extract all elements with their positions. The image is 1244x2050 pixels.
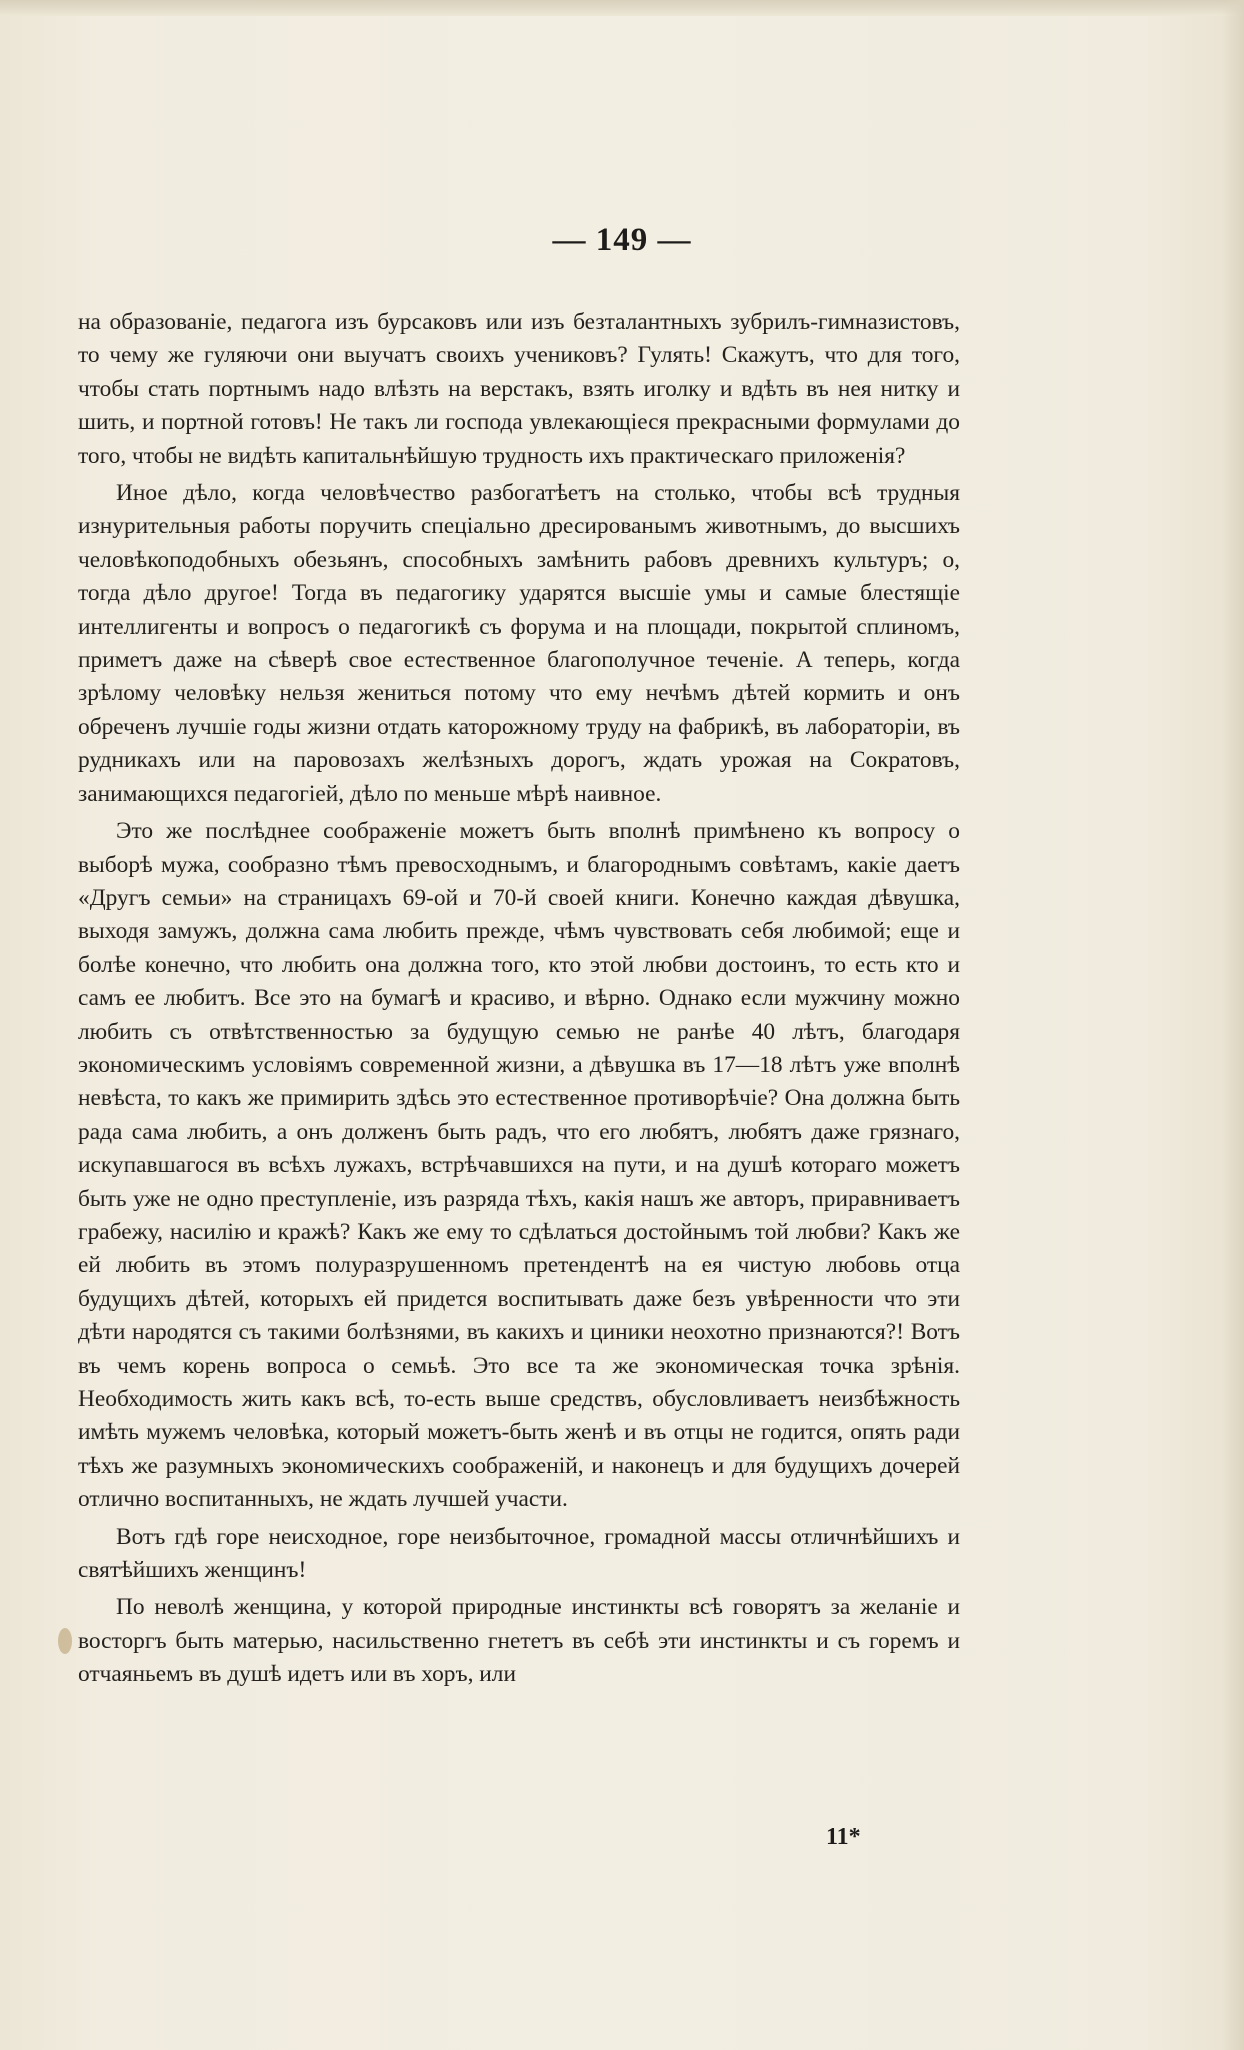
paragraph-4: Вотъ гдѣ горе неисходное, горе неизбыточное, громадной массы отличнѣйшихъ и святѣйшихъ женщинъ! (78, 1523, 960, 1584)
page-number: — 149 — (552, 222, 692, 258)
body-text (78, 306, 960, 1696)
ink-smudge (58, 1628, 72, 1654)
paragraph-1: на образованіе, педагога изъ бурсаковъ или изъ безталантныхъ зубрилъ-гимназистовъ, то чему же гуляючи они выучатъ своихъ учениковъ? Гулять! Скажутъ, что для того, чтобы стать портнымъ надо влѣзть на верстакъ, взять иголку и вдѣть въ нея нитку и шить, и портной готовъ! Не такъ ли господа увлекающіеся прекрасными формулами до того, чтобы не видѣть капитальнѣйшую трудность ихъ практическаго приложенія? (78, 309, 960, 469)
paragraph-3: Это же послѣднее соображеніе можетъ быть вполнѣ примѣнено къ вопросу о выборѣ мужа, сообразно тѣмъ превосходнымъ, и благороднымъ совѣтамъ, какіе даетъ «Другъ семьи» на страницахъ 69-ой и 70-й своей книги. Конечно каждая дѣвушка, выходя замужъ, должна сама любить прежде, чѣмъ чувствовать себя любимой; еще и болѣе конечно, что любить она должна того, кто этой любви достоинъ, то есть кто и самъ ее любитъ. Все это на бумагѣ и красиво, и вѣрно. Однако если мужчину можно любить съ отвѣтственностью за будущую семью не ранѣе 40 лѣтъ, благодаря экономическимъ условіямъ современной жизни, а дѣвушка въ 17—18 лѣтъ уже вполнѣ невѣста, то какъ же примирить здѣсь это естественное противорѣчіе? Она должна быть рада сама любить, а онъ долженъ быть радъ, что его любятъ, любятъ даже грязнаго, искупавшагося въ всѣхъ лужахъ, встрѣчавшихся на пути, и на душѣ котораго можетъ быть уже не одно преступленіе, изъ разряда тѣхъ, какія нашъ же авторъ, приравниваетъ грабежу, насилію и кражѣ? Какъ же ему то сдѣлаться достойнымъ той любви? Какъ же ей любить въ этомъ полуразрушенномъ претендентѣ на ея чистую любовь отца будущихъ дѣтей, которыхъ ей придется воспитывать даже безъ увѣренности что эти дѣти народятся съ такими болѣзнями, въ какихъ и циники неохотно признаются?! Вотъ въ чемъ корень вопроса о семьѣ. Это все та же экономическая точка зрѣнія. Необходимость жить какъ всѣ, то-есть выше средствъ, обусловливаетъ неизбѣжность имѣть мужемъ человѣка, который можетъ-быть женѣ и въ отцы не годится, опять ради тѣхъ же разумныхъ экономическихъ соображеній, и наконецъ и для будущихъ дочерей отлично воспитанныхъ, не ждать лучшей участи. (78, 818, 960, 1513)
printer-signature-mark: 11* (826, 1824, 861, 1850)
paragraph-5: По неволѣ женщина, у которой природные инстинкты всѣ говорятъ за желаніе и восторгъ быть матерью, насильственно гнететъ въ себѣ эти инстинкты и съ горемъ и отчаяньемъ въ душѣ идетъ или въ хоръ, или (78, 1594, 960, 1688)
paragraph-2: Иное дѣло, когда человѣчество разбогатѣетъ на столько, чтобы всѣ трудныя изнурительныя работы поручить спеціально дресированымъ животнымъ, до высшихъ человѣкоподобныхъ обезьянъ, способныхъ замѣнить рабовъ древнихъ культуръ; о, тогда дѣло другое! Тогда въ педагогику ударятся высшіе умы и самые блестящіе интеллигенты и вопросъ о педагогикѣ съ форума и на площади, покрытой сплиномъ, приметъ даже на сѣверѣ свое естественное благополучное теченіе. А теперь, когда зрѣлому человѣку нельзя жениться потому что ему нечѣмъ дѣтей кормить и онъ обреченъ лучшіе годы жизни отдать каторожному труду на фабрикѣ, въ лабораторіи, въ рудникахъ или на паровозахъ желѣзныхъ дорогъ, ждать урожая на Сократовъ, занимающихся педагогіей, дѣло по меньше мѣрѣ наивное. (78, 480, 960, 807)
page-top-edge (0, 0, 1244, 16)
page-right-edge (1222, 0, 1244, 2050)
